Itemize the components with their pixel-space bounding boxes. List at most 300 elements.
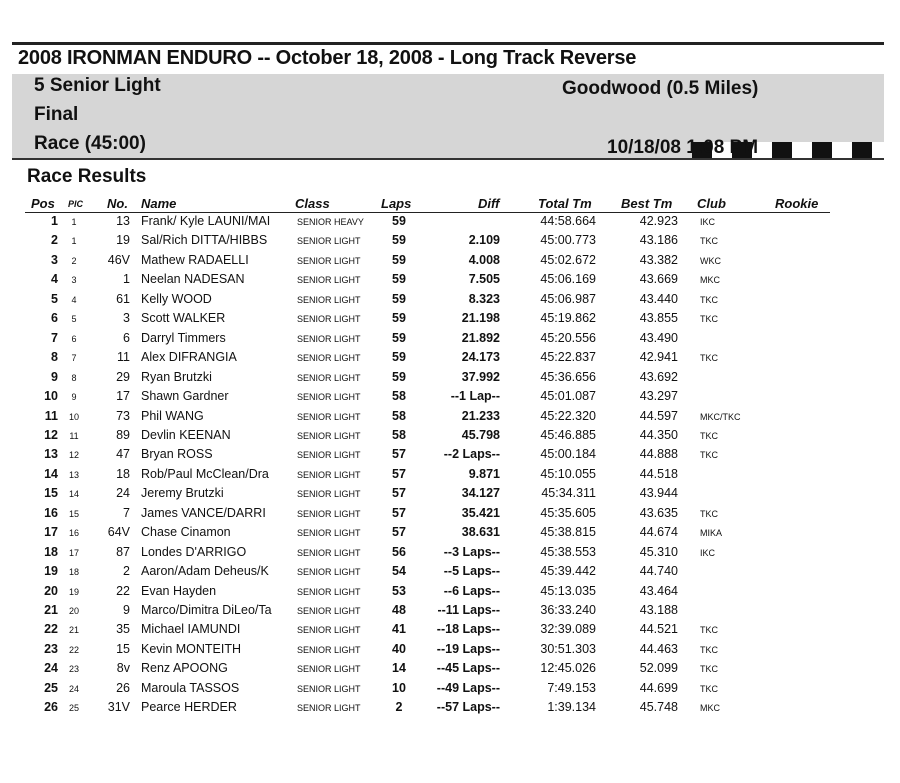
row-position: 18 xyxy=(44,544,58,559)
row-position: 19 xyxy=(44,564,58,579)
row-position: 12 xyxy=(44,427,58,442)
row-club: TKC xyxy=(700,353,718,364)
row-best-time: 44.597 xyxy=(639,408,678,423)
table-row xyxy=(0,545,900,564)
row-total-time: 45:38.815 xyxy=(540,525,596,540)
row-class: SENIOR LIGHT xyxy=(297,567,361,578)
row-pic: 2 xyxy=(71,255,77,266)
row-club: TKC xyxy=(700,664,718,675)
row-laps: 59 xyxy=(392,214,406,228)
row-class: SENIOR LIGHT xyxy=(297,430,361,441)
row-driver-name: Mathew RADAELLI xyxy=(141,252,249,267)
row-class: SENIOR LIGHT xyxy=(297,528,361,539)
row-position: 22 xyxy=(44,622,58,637)
table-row xyxy=(0,292,900,311)
row-best-time: 43.669 xyxy=(639,272,678,287)
row-club: IKC xyxy=(700,547,716,558)
row-club: TKC xyxy=(700,236,718,247)
row-driver-name: Sal/Rich DITTA/HIBBS xyxy=(141,233,268,248)
row-club xyxy=(700,603,760,606)
table-row xyxy=(0,700,900,719)
row-class: SENIOR LIGHT xyxy=(297,547,361,558)
row-laps: 14 xyxy=(392,661,406,676)
row-pic: 24 xyxy=(68,683,79,694)
row-club: MIKA xyxy=(700,528,723,539)
row-class: SENIOR LIGHT xyxy=(297,255,361,266)
row-club xyxy=(700,331,760,334)
row-club: TKC xyxy=(700,314,718,325)
row-pic: 14 xyxy=(68,489,79,500)
event-title: 2008 IRONMAN ENDURO -- October 18, 2008 - Long Track Reverse xyxy=(18,47,637,69)
row-total-time: 45:20.556 xyxy=(540,330,596,345)
table-row xyxy=(0,409,900,428)
row-diff: 7.505 xyxy=(468,272,500,287)
row-diff: --3 Laps-- xyxy=(443,544,500,559)
row-laps: 59 xyxy=(392,369,406,384)
row-pic: 25 xyxy=(68,703,79,714)
row-driver-name: Evan Hayden xyxy=(141,583,217,598)
table-row xyxy=(0,389,900,408)
col-diff: Diff xyxy=(478,196,500,211)
row-position: 11 xyxy=(44,408,58,423)
row-number: 7 xyxy=(123,505,130,520)
row-best-time: 43.188 xyxy=(639,603,678,617)
row-position: 23 xyxy=(44,641,58,656)
row-diff: 4.008 xyxy=(468,252,500,267)
row-pic: 1 xyxy=(71,217,77,227)
row-pic: 12 xyxy=(68,450,79,461)
row-laps: 57 xyxy=(392,505,406,520)
row-total-time: 45:22.837 xyxy=(540,350,596,365)
row-position: 6 xyxy=(51,311,58,326)
row-driver-name: Londes D'ARRIGO xyxy=(141,544,247,559)
col-total: Total Tm xyxy=(538,196,592,211)
row-laps: 2 xyxy=(395,700,403,715)
row-diff: 21.233 xyxy=(461,408,500,423)
row-laps: 59 xyxy=(392,350,406,365)
row-club: TKC xyxy=(700,644,718,655)
row-diff: 21.198 xyxy=(461,311,500,326)
row-position: 17 xyxy=(44,525,58,540)
row-club: TKC xyxy=(700,450,718,461)
row-position: 20 xyxy=(44,583,58,598)
table-row xyxy=(0,506,900,525)
row-diff: 34.127 xyxy=(461,486,500,501)
row-class: SENIOR LIGHT xyxy=(297,294,361,305)
row-pic: 13 xyxy=(68,469,79,480)
row-number: 46V xyxy=(107,252,130,267)
row-best-time: 45.748 xyxy=(639,700,678,715)
row-pic: 7 xyxy=(71,353,77,364)
table-row xyxy=(0,642,900,661)
row-number: 29 xyxy=(116,369,130,384)
row-number: 2 xyxy=(123,564,130,579)
row-position: 3 xyxy=(51,252,58,267)
row-diff: 8.323 xyxy=(468,291,500,306)
row-total-time: 7:49.153 xyxy=(547,680,596,695)
row-best-time: 44.350 xyxy=(639,427,678,442)
row-class: SENIOR LIGHT xyxy=(297,683,361,694)
class-name: 5 Senior Light xyxy=(34,75,161,96)
row-club: IKC xyxy=(700,217,716,227)
row-number: 18 xyxy=(116,466,130,481)
row-diff: --5 Laps-- xyxy=(443,564,500,579)
row-driver-name: Bryan ROSS xyxy=(141,447,213,462)
row-class: SENIOR LIGHT xyxy=(297,586,361,597)
row-total-time: 45:13.035 xyxy=(540,583,596,598)
checker-square xyxy=(772,142,792,158)
row-total-time: 45:38.553 xyxy=(540,544,596,559)
row-position: 10 xyxy=(44,389,58,404)
table-row xyxy=(0,622,900,641)
row-club xyxy=(700,370,760,373)
row-club: TKC xyxy=(700,430,718,441)
row-pic: 21 xyxy=(68,625,79,636)
checker-square xyxy=(872,142,884,158)
row-best-time: 43.440 xyxy=(639,291,678,306)
row-club: MKC/TKC xyxy=(700,411,741,422)
row-club: TKC xyxy=(700,294,718,305)
row-number: 11 xyxy=(117,350,130,365)
row-laps: 56 xyxy=(392,544,406,559)
row-club xyxy=(700,389,760,392)
row-pic: 5 xyxy=(71,314,77,325)
row-diff: 45.798 xyxy=(461,427,500,442)
checker-square xyxy=(852,142,872,158)
col-class: Class xyxy=(295,196,330,211)
row-laps: 59 xyxy=(392,291,406,306)
row-number: 1 xyxy=(123,272,130,287)
row-total-time: 45:39.442 xyxy=(540,564,596,579)
row-diff: --19 Laps-- xyxy=(436,641,500,656)
row-position: 14 xyxy=(44,466,58,481)
checker-square xyxy=(792,142,812,158)
row-number: 9 xyxy=(123,603,130,617)
row-class: SENIOR LIGHT xyxy=(297,411,361,422)
table-row xyxy=(0,681,900,700)
row-total-time: 36:33.240 xyxy=(540,603,596,617)
row-best-time: 44.888 xyxy=(639,447,678,462)
row-total-time: 45:02.672 xyxy=(540,252,596,267)
row-laps: 40 xyxy=(392,641,406,656)
row-diff: --49 Laps-- xyxy=(436,680,500,695)
row-driver-name: Frank/ Kyle LAUNI/MAI xyxy=(141,214,271,228)
row-number: 47 xyxy=(116,447,130,462)
row-club xyxy=(700,584,760,587)
row-position: 4 xyxy=(51,272,58,287)
row-pic: 4 xyxy=(71,294,77,305)
row-club: MKC xyxy=(700,275,720,286)
row-best-time: 44.740 xyxy=(639,564,678,579)
row-driver-name: Pearce HERDER xyxy=(141,700,237,715)
row-laps: 41 xyxy=(392,622,406,637)
row-club: MKC xyxy=(700,703,720,714)
row-diff: --11 Laps-- xyxy=(437,603,500,617)
row-class: SENIOR LIGHT xyxy=(297,275,361,286)
row-pic: 22 xyxy=(68,644,79,655)
row-club xyxy=(700,467,760,470)
table-row xyxy=(0,311,900,330)
table-row xyxy=(0,486,900,505)
row-number: 19 xyxy=(116,233,130,248)
row-position: 1 xyxy=(51,214,58,228)
row-diff: 38.631 xyxy=(461,525,500,540)
row-driver-name: Marco/Dimitra DiLeo/Ta xyxy=(141,603,272,617)
row-position: 24 xyxy=(44,661,58,676)
row-best-time: 44.699 xyxy=(639,680,678,695)
table-row xyxy=(0,661,900,680)
row-position: 21 xyxy=(44,603,58,617)
row-driver-name: Scott WALKER xyxy=(141,311,226,326)
row-number: 6 xyxy=(123,330,130,345)
row-best-time: 42.941 xyxy=(639,350,678,365)
row-total-time: 45:00.773 xyxy=(540,233,596,248)
row-driver-name: Chase Cinamon xyxy=(141,525,231,540)
race-datetime: 10/18/08 1:08 PM xyxy=(607,137,759,158)
row-total-time: 32:39.089 xyxy=(540,622,596,637)
row-number: 13 xyxy=(116,214,130,228)
table-row xyxy=(0,428,900,447)
row-driver-name: James VANCE/DARRI xyxy=(141,505,266,520)
row-class: SENIOR LIGHT xyxy=(297,450,361,461)
row-driver-name: Neelan NADESAN xyxy=(141,272,245,287)
row-driver-name: Kevin MONTEITH xyxy=(141,641,242,656)
row-pic: 8 xyxy=(71,372,77,383)
row-position: 2 xyxy=(51,233,58,248)
col-no: No. xyxy=(107,196,128,211)
table-row xyxy=(0,447,900,466)
row-class: SENIOR LIGHT xyxy=(297,333,361,344)
row-total-time: 12:45.026 xyxy=(540,661,596,676)
top-rule xyxy=(12,42,884,45)
row-total-time: 45:35.605 xyxy=(540,505,596,520)
table-row xyxy=(0,584,900,603)
row-class: SENIOR LIGHT xyxy=(297,353,361,364)
row-number: 24 xyxy=(116,486,130,501)
row-total-time: 45:10.055 xyxy=(540,466,596,481)
row-diff: 9.871 xyxy=(468,466,500,481)
table-row xyxy=(0,350,900,369)
row-club xyxy=(700,486,760,489)
row-diff: 2.109 xyxy=(468,233,500,248)
row-pic: 20 xyxy=(68,606,79,616)
row-club: WKC xyxy=(700,255,721,266)
row-club xyxy=(700,564,760,567)
row-total-time: 45:06.987 xyxy=(540,291,596,306)
row-pic: 23 xyxy=(68,664,79,675)
table-row xyxy=(0,233,900,252)
row-total-time: 45:00.184 xyxy=(540,447,596,462)
row-laps: 10 xyxy=(392,680,406,695)
row-laps: 57 xyxy=(392,486,406,501)
table-row xyxy=(0,370,900,389)
table-row xyxy=(0,564,900,583)
row-class: SENIOR LIGHT xyxy=(297,469,361,480)
col-best: Best Tm xyxy=(621,196,673,211)
row-total-time: 30:51.303 xyxy=(540,641,596,656)
col-club: Club xyxy=(697,196,726,211)
row-best-time: 43.186 xyxy=(639,233,678,248)
table-row xyxy=(0,253,900,272)
row-total-time: 45:06.169 xyxy=(540,272,596,287)
row-driver-name: Michael IAMUNDI xyxy=(141,622,241,637)
row-position: 16 xyxy=(44,505,58,520)
row-best-time: 43.692 xyxy=(639,369,678,384)
row-position: 13 xyxy=(44,447,58,462)
row-number: 87 xyxy=(116,544,130,559)
row-total-time: 45:34.311 xyxy=(541,486,596,501)
row-pic: 19 xyxy=(68,586,79,597)
row-best-time: 43.635 xyxy=(639,505,678,520)
row-laps: 54 xyxy=(392,564,406,579)
track-name: Goodwood (0.5 Miles) xyxy=(562,78,759,99)
row-class: SENIOR LIGHT xyxy=(297,314,361,325)
row-best-time: 43.382 xyxy=(639,252,678,267)
row-class: SENIOR LIGHT xyxy=(297,392,361,403)
row-class: SENIOR LIGHT xyxy=(297,606,361,616)
row-laps: 53 xyxy=(392,583,406,598)
row-driver-name: Darryl Timmers xyxy=(141,330,226,345)
row-total-time: 45:46.885 xyxy=(540,427,596,442)
row-laps: 59 xyxy=(392,233,406,248)
row-total-time: 45:01.087 xyxy=(540,389,596,404)
row-number: 31V xyxy=(107,700,130,715)
row-laps: 57 xyxy=(392,525,406,540)
checker-square xyxy=(832,142,852,158)
row-driver-name: Devlin KEENAN xyxy=(141,427,231,442)
col-pic: PIC xyxy=(68,199,84,209)
row-number: 64V xyxy=(107,525,130,540)
row-diff: --1 Lap-- xyxy=(450,389,500,404)
row-club: TKC xyxy=(700,625,718,636)
row-class: SENIOR LIGHT xyxy=(297,508,361,519)
row-class: SENIOR LIGHT xyxy=(297,236,361,247)
row-number: 17 xyxy=(116,389,130,404)
table-row xyxy=(0,467,900,486)
row-club: TKC xyxy=(700,683,718,694)
row-number: 89 xyxy=(116,427,130,442)
row-pic: 3 xyxy=(71,275,77,286)
row-pic: 9 xyxy=(71,392,77,403)
row-diff: 35.421 xyxy=(461,505,500,520)
row-total-time: 45:22.320 xyxy=(540,408,596,423)
row-driver-name: Renz APOONG xyxy=(141,661,228,676)
row-best-time: 43.297 xyxy=(639,389,678,404)
row-diff: 24.173 xyxy=(461,350,500,365)
row-laps: 59 xyxy=(392,272,406,287)
row-best-time: 44.521 xyxy=(639,622,678,637)
row-driver-name: Maroula TASSOS xyxy=(141,680,240,695)
row-driver-name: Aaron/Adam Deheus/K xyxy=(141,564,269,579)
row-driver-name: Ryan Brutzki xyxy=(141,369,212,384)
row-total-time: 45:19.862 xyxy=(540,311,596,326)
row-class: SENIOR LIGHT xyxy=(297,372,361,383)
row-diff: --6 Laps-- xyxy=(443,583,500,598)
row-diff: --18 Laps-- xyxy=(436,622,500,637)
row-laps: 59 xyxy=(392,330,406,345)
row-laps: 57 xyxy=(392,466,406,481)
row-number: 73 xyxy=(116,408,130,423)
row-total-time: 45:36.656 xyxy=(540,369,596,384)
race-duration: Race (45:00) xyxy=(34,133,146,154)
row-best-time: 45.310 xyxy=(639,544,678,559)
row-diff: --45 Laps-- xyxy=(436,661,500,676)
row-laps: 59 xyxy=(392,311,406,326)
row-diff: --57 Laps-- xyxy=(436,700,500,715)
col-rookie: Rookie xyxy=(775,196,819,211)
row-position: 9 xyxy=(51,369,58,384)
row-position: 26 xyxy=(44,700,58,715)
row-diff: 37.992 xyxy=(461,369,500,384)
row-laps: 57 xyxy=(392,447,406,462)
table-row xyxy=(0,525,900,544)
row-class: SENIOR LIGHT xyxy=(297,703,361,714)
row-driver-name: Alex DIFRANGIA xyxy=(141,350,237,365)
row-laps: 58 xyxy=(392,427,406,442)
row-number: 26 xyxy=(116,680,130,695)
row-position: 25 xyxy=(44,680,58,695)
row-driver-name: Shawn Gardner xyxy=(141,389,229,404)
row-driver-name: Phil WANG xyxy=(141,408,204,423)
row-diff: --2 Laps-- xyxy=(443,447,500,462)
row-position: 15 xyxy=(44,486,58,501)
row-pic: 1 xyxy=(71,236,77,247)
row-class: SENIOR LIGHT xyxy=(297,489,361,500)
session-name: Final xyxy=(34,104,79,125)
table-row xyxy=(0,214,900,233)
col-pos: Pos xyxy=(31,196,55,211)
row-pic: 18 xyxy=(68,567,79,578)
row-class: SENIOR LIGHT xyxy=(297,644,361,655)
row-laps: 58 xyxy=(392,389,406,404)
row-best-time: 44.463 xyxy=(639,641,678,656)
row-position: 7 xyxy=(51,330,58,345)
row-laps: 48 xyxy=(392,603,406,617)
row-pic: 16 xyxy=(68,528,79,539)
row-best-time: 44.674 xyxy=(639,525,678,540)
table-row xyxy=(0,272,900,291)
row-driver-name: Kelly WOOD xyxy=(141,291,212,306)
row-club: TKC xyxy=(700,508,718,519)
row-position: 8 xyxy=(51,350,58,365)
row-number: 8v xyxy=(116,661,130,676)
row-diff: 21.892 xyxy=(461,330,500,345)
checker-square xyxy=(812,142,832,158)
row-best-time: 43.944 xyxy=(639,486,678,501)
row-pic: 10 xyxy=(68,411,79,422)
row-number: 15 xyxy=(116,641,130,656)
row-pic: 15 xyxy=(68,508,79,519)
row-pic: 11 xyxy=(69,430,79,441)
row-driver-name: Jeremy Brutzki xyxy=(141,486,224,501)
section-title: Race Results xyxy=(27,166,147,187)
row-pic: 17 xyxy=(68,547,79,558)
row-laps: 59 xyxy=(392,252,406,267)
row-total-time: 44:58.664 xyxy=(540,214,596,228)
row-number: 3 xyxy=(123,311,130,326)
row-pic: 6 xyxy=(71,333,77,344)
row-class: SENIOR HEAVY xyxy=(297,217,364,227)
row-number: 61 xyxy=(116,291,130,306)
col-name: Name xyxy=(141,196,177,211)
table-row xyxy=(0,331,900,350)
row-best-time: 44.518 xyxy=(639,466,678,481)
row-best-time: 43.464 xyxy=(639,583,678,598)
row-total-time: 1:39.134 xyxy=(547,700,596,715)
row-driver-name: Rob/Paul McClean/Dra xyxy=(141,466,269,481)
row-class: SENIOR LIGHT xyxy=(297,625,361,636)
row-position: 5 xyxy=(51,291,58,306)
